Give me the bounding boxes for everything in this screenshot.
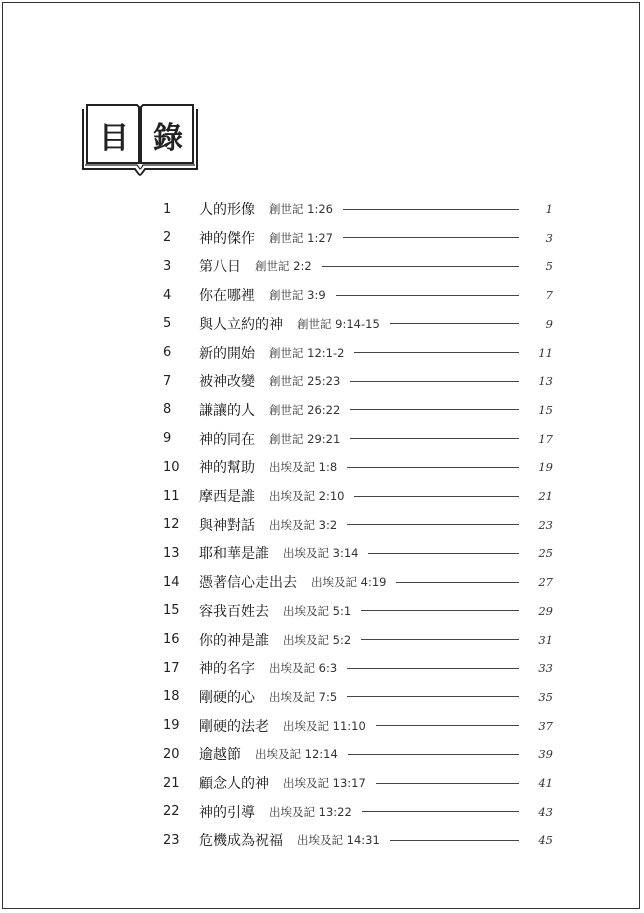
- toc-entry[interactable]: [163, 400, 553, 420]
- toc-entry[interactable]: [163, 429, 553, 449]
- entry-page-number: 27: [538, 575, 553, 590]
- leader-line: [396, 582, 519, 583]
- leader-line: [343, 237, 519, 238]
- entry-number: 13: [163, 545, 180, 561]
- entry-page-number: 41: [538, 776, 553, 790]
- leader-line: [362, 811, 519, 812]
- entry-page-number: 11: [538, 345, 553, 360]
- entry-title: 逾越節: [199, 747, 241, 764]
- entry-title: 神的引導: [199, 804, 255, 821]
- entry-title: 憑著信心走出去: [199, 575, 297, 592]
- entry-number: 2: [163, 230, 172, 246]
- entry-title: 你的神是誰: [199, 632, 269, 649]
- entry-title: 新的開始: [199, 345, 255, 362]
- entry-page-number: 13: [538, 374, 553, 389]
- entry-page-number: 19: [538, 460, 553, 475]
- leader-line: [322, 266, 519, 267]
- leader-line: [376, 783, 519, 784]
- leader-line: [347, 696, 519, 697]
- entry-title: 神的同在: [199, 431, 255, 448]
- entry-scripture-reference: 創世記 26:22: [269, 402, 341, 417]
- entry-title: 第八日: [199, 259, 241, 276]
- entry-scripture-reference: 創世記 1:27: [269, 230, 333, 245]
- toc-entry[interactable]: [163, 830, 553, 850]
- entry-number: 17: [163, 660, 180, 676]
- toc-entry[interactable]: [163, 658, 553, 678]
- entry-number: 19: [163, 718, 180, 734]
- entry-number: 5: [163, 316, 172, 332]
- entry-title: 與人立約的神: [199, 316, 283, 333]
- entry-title: 神的幫助: [199, 460, 255, 477]
- leader-line: [336, 295, 519, 296]
- leader-line: [347, 668, 519, 669]
- entry-page-number: 5: [545, 259, 553, 274]
- leader-line: [350, 409, 519, 410]
- toc-entry[interactable]: [163, 687, 553, 707]
- entry-page-number: 39: [538, 747, 553, 762]
- entry-number: 11: [163, 488, 180, 504]
- entry-title: 神的傑作: [199, 230, 255, 247]
- toc-entry[interactable]: [163, 716, 553, 736]
- leader-line: [347, 524, 519, 525]
- entry-number: 15: [163, 603, 180, 619]
- entry-page-number: 23: [538, 517, 553, 532]
- leader-line: [348, 754, 519, 755]
- toc-entry[interactable]: [163, 256, 553, 276]
- entry-number: 3: [163, 258, 172, 274]
- entry-number: 20: [163, 746, 180, 762]
- entry-title: 剛硬的法老: [199, 718, 269, 735]
- toc-entry[interactable]: [163, 744, 553, 764]
- leader-line: [347, 467, 519, 468]
- leader-line: [361, 639, 519, 640]
- entry-scripture-reference: 創世記 29:21: [269, 431, 341, 446]
- entry-title: 謙讓的人: [199, 402, 255, 419]
- entry-title: 人的形像: [199, 202, 255, 218]
- entry-page-number: 17: [538, 431, 553, 446]
- entry-scripture-reference: 出埃及記 3:14: [283, 546, 359, 561]
- toc-entry[interactable]: [163, 199, 553, 219]
- entry-scripture-reference: 出埃及記 3:2: [269, 517, 338, 532]
- entry-number: 16: [163, 632, 180, 647]
- entry-number: 18: [163, 689, 180, 705]
- entry-scripture-reference: 創世記 9:14-15: [297, 316, 380, 331]
- entry-scripture-reference: 出埃及記 2:10: [269, 489, 345, 503]
- entry-title: 被神改變: [199, 374, 255, 391]
- entry-scripture-reference: 出埃及記 14:31: [297, 833, 380, 848]
- leader-line: [376, 725, 519, 726]
- entry-page-number: 45: [538, 833, 553, 848]
- entry-scripture-reference: 創世記 3:9: [269, 288, 326, 303]
- entry-scripture-reference: 出埃及記 12:14: [255, 747, 338, 762]
- entry-page-number: 25: [538, 546, 553, 561]
- toc-entry[interactable]: [163, 457, 553, 477]
- leader-line: [361, 610, 519, 611]
- entry-number: 9: [163, 431, 172, 447]
- toc-heading-book: [81, 101, 199, 179]
- entry-page-number: 29: [538, 603, 553, 618]
- entry-title: 危機成為祝福: [199, 833, 283, 850]
- entry-page-number: 43: [538, 804, 553, 819]
- entry-scripture-reference: 出埃及記 6:3: [269, 661, 338, 676]
- entry-number: 4: [163, 287, 172, 303]
- toc-heading-char-2: 錄: [153, 121, 183, 156]
- leader-line: [354, 496, 519, 497]
- toc-entry[interactable]: [163, 228, 553, 248]
- leader-line: [350, 381, 519, 382]
- leader-line: [350, 438, 519, 439]
- toc-entry[interactable]: [163, 630, 553, 650]
- entry-page-number: 33: [538, 661, 553, 676]
- toc-entry[interactable]: [163, 371, 553, 391]
- entry-scripture-reference: 出埃及記 13:22: [269, 804, 352, 819]
- entry-page-number: 9: [545, 316, 553, 331]
- entry-number: 8: [163, 402, 172, 418]
- toc-entry[interactable]: [163, 314, 553, 334]
- leader-line: [390, 840, 519, 841]
- toc-entry[interactable]: [163, 486, 553, 506]
- leader-line: [354, 352, 519, 353]
- toc-entry[interactable]: [163, 773, 553, 793]
- entry-page-number: 37: [538, 718, 553, 733]
- entry-scripture-reference: 出埃及記 4:19: [311, 575, 387, 590]
- entry-scripture-reference: 出埃及記 11:10: [283, 718, 366, 733]
- entry-number: 23: [163, 832, 180, 848]
- toc-entry[interactable]: [163, 802, 553, 822]
- entry-scripture-reference: 創世記 12:1-2: [269, 345, 345, 360]
- entry-title: 顧念人的神: [199, 776, 269, 792]
- toc-entry[interactable]: [163, 515, 553, 535]
- entry-page-number: 3: [545, 230, 553, 245]
- toc-entry[interactable]: [163, 601, 553, 621]
- entry-scripture-reference: 出埃及記 13:17: [283, 776, 366, 790]
- entry-title: 容我百姓去: [199, 603, 269, 620]
- toc-entry[interactable]: [163, 543, 553, 563]
- entry-title: 神的名字: [199, 661, 255, 678]
- entry-scripture-reference: 創世記 25:23: [269, 374, 341, 389]
- entry-page-number: 35: [538, 689, 553, 704]
- toc-entry[interactable]: [163, 343, 553, 363]
- entry-scripture-reference: 創世記 2:2: [255, 259, 312, 274]
- entry-scripture-reference: 出埃及記 7:5: [269, 689, 338, 704]
- entry-number: 22: [163, 804, 180, 820]
- toc-entry[interactable]: [163, 572, 553, 592]
- toc-entry[interactable]: [163, 285, 553, 305]
- entry-number: 7: [163, 373, 172, 389]
- entry-number: 6: [163, 345, 172, 360]
- entry-scripture-reference: 出埃及記 1:8: [269, 460, 338, 475]
- entry-page-number: 21: [538, 489, 553, 503]
- entry-number: 12: [163, 517, 180, 533]
- entry-scripture-reference: 出埃及記 5:1: [283, 603, 352, 618]
- entry-number: 1: [163, 201, 172, 217]
- entry-number: 10: [163, 459, 180, 475]
- leader-line: [368, 553, 519, 554]
- leader-line: [343, 209, 519, 210]
- entry-scripture-reference: 創世記 1:26: [269, 202, 333, 216]
- entry-page-number: 1: [545, 202, 553, 216]
- entry-title: 摩西是誰: [199, 489, 255, 505]
- entry-title: 你在哪裡: [199, 288, 255, 305]
- entry-number: 14: [163, 574, 180, 590]
- leader-line: [390, 323, 519, 324]
- entry-title: 剛硬的心: [199, 689, 255, 706]
- entry-page-number: 7: [545, 288, 553, 303]
- entry-scripture-reference: 出埃及記 5:2: [283, 632, 352, 647]
- toc-heading-char-1: 目: [99, 121, 129, 156]
- entry-page-number: 15: [538, 402, 553, 417]
- entry-title: 與神對話: [199, 517, 255, 534]
- entry-page-number: 31: [538, 632, 553, 647]
- entry-number: 21: [163, 775, 180, 791]
- document-page: [2, 2, 640, 909]
- entry-title: 耶和華是誰: [199, 546, 269, 563]
